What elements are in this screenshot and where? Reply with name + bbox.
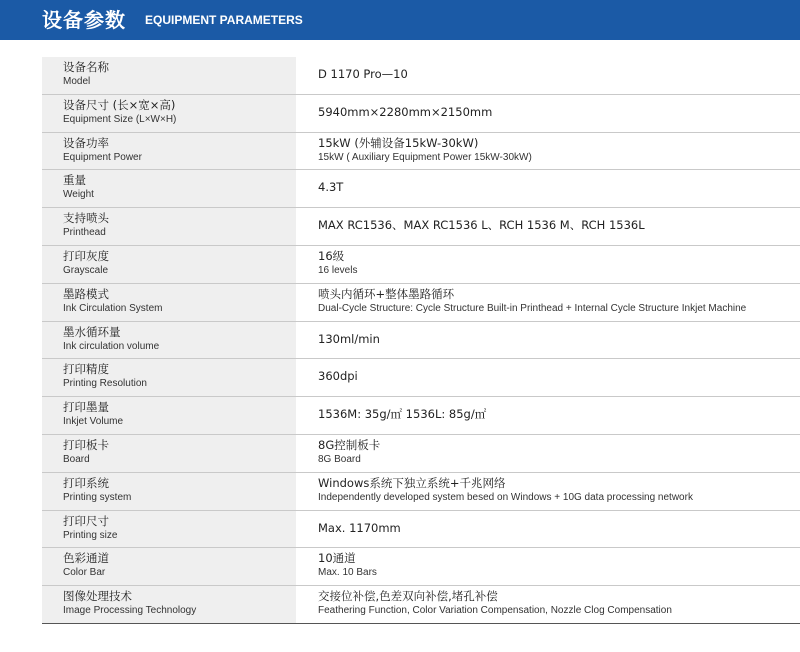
label-zh: 支持喷头 — [63, 211, 109, 226]
label-cell — [42, 284, 296, 321]
section-header — [0, 0, 800, 40]
label-zh: 打印精度 — [63, 362, 109, 377]
label-zh: 设备功率 — [63, 135, 109, 150]
label-cell — [42, 95, 296, 132]
table-row — [42, 133, 800, 171]
label-zh: 打印系统 — [63, 475, 109, 490]
value-text: 喷头内循环+整体墨路循环 — [318, 286, 455, 301]
table-row — [42, 359, 800, 397]
label-zh: 打印尺寸 — [63, 513, 109, 528]
table-row — [42, 511, 800, 549]
label-zh: 打印墨量 — [63, 400, 109, 415]
table-row — [42, 397, 800, 435]
label-zh: 图像处理技术 — [63, 589, 132, 604]
table-row — [42, 57, 800, 95]
label-en: Image Processing Technology — [63, 605, 197, 617]
table-row — [42, 473, 800, 511]
value-text: 360dpi — [318, 369, 358, 384]
label-cell — [42, 133, 296, 170]
value-subtext: Dual-Cycle Structure: Cycle Structure Built-in Printhead + Internal Cycle Structure Inkjet Machine — [318, 302, 747, 314]
label-en: Printing Resolution — [63, 378, 147, 390]
parameters-table — [42, 57, 800, 624]
value-text: 5940mm×2280mm×2150mm — [318, 104, 493, 119]
label-en: Printhead — [63, 227, 106, 239]
value-text: 4.3T — [318, 180, 344, 195]
section-title-en: EQUIPMENT PARAMETERS — [145, 13, 303, 27]
label-zh: 设备名称 — [63, 60, 109, 74]
label-zh: 墨水循环量 — [63, 324, 121, 339]
label-cell — [42, 511, 296, 548]
label-en: Printing size — [63, 529, 118, 541]
label-cell — [42, 397, 296, 434]
label-zh: 墨路模式 — [63, 286, 109, 301]
value-text: Max. 1170mm — [318, 520, 401, 535]
label-cell — [42, 359, 296, 396]
table-row — [42, 170, 800, 208]
value-text: 1536M: 35g/㎡ 1536L: 85g/㎡ — [318, 407, 487, 422]
value-text: 交接位补偿,色差双向补偿,堵孔补偿 — [318, 589, 498, 604]
value-subtext: Feathering Function, Color Variation Compensation, Nozzle Clog Compensation — [318, 605, 672, 617]
label-cell — [42, 57, 296, 94]
value-text: 8G控制板卡 — [318, 437, 381, 452]
label-en: Model — [63, 76, 91, 87]
label-en: Equipment Power — [63, 151, 142, 163]
value-subtext: 8G Board — [318, 453, 361, 465]
label-zh: 重量 — [63, 173, 86, 188]
section-title-zh: 设备参数 — [42, 8, 126, 32]
value-subtext: Independently developed system besed on Windows + 10G data processing network — [318, 491, 693, 503]
label-en: Ink Circulation System — [63, 302, 163, 314]
label-cell — [42, 435, 296, 472]
table-row — [42, 435, 800, 473]
label-zh: 打印灰度 — [63, 248, 109, 263]
label-zh: 设备尺寸 (长×宽×高) — [63, 97, 176, 112]
label-en: Color Bar — [63, 567, 106, 579]
value-text: 15kW (外辅设备15kW-30kW) — [318, 135, 479, 150]
table-row — [42, 548, 800, 586]
table-row — [42, 208, 800, 246]
label-cell — [42, 586, 296, 623]
value-subtext: 15kW ( Auxiliary Equipment Power 15kW-30kW) — [318, 151, 532, 163]
label-en: Grayscale — [63, 264, 109, 276]
label-en: Inkjet Volume — [63, 416, 124, 428]
label-en: Equipment Size (L×W×H) — [63, 113, 177, 125]
value-text: Windows系统下独立系统+千兆网络 — [318, 475, 506, 490]
table-row — [42, 284, 800, 322]
label-cell — [42, 322, 296, 359]
label-cell — [42, 208, 296, 245]
label-zh: 打印板卡 — [63, 437, 109, 452]
label-en: Printing system — [63, 491, 132, 503]
label-en: Weight — [63, 189, 94, 201]
value-text: 16级 — [318, 248, 345, 263]
value-text: MAX RC1536、MAX RC1536 L、RCH 1536 M、RCH 1536L — [318, 218, 645, 233]
label-cell — [42, 170, 296, 207]
label-cell — [42, 246, 296, 283]
value-text: 10通道 — [318, 551, 356, 566]
label-zh: 色彩通道 — [63, 551, 109, 566]
value-subtext: Max. 10 Bars — [318, 567, 377, 579]
table-row — [42, 95, 800, 133]
label-cell — [42, 548, 296, 585]
label-en: Board — [63, 453, 90, 465]
table-row — [42, 586, 800, 624]
value-subtext: 16 levels — [318, 264, 358, 276]
label-cell — [42, 473, 296, 510]
value-text: D 1170 Pro—10 — [318, 67, 408, 81]
label-en: Ink circulation volume — [63, 340, 160, 352]
table-row — [42, 246, 800, 284]
value-text: 130ml/min — [318, 331, 380, 346]
table-row — [42, 322, 800, 360]
